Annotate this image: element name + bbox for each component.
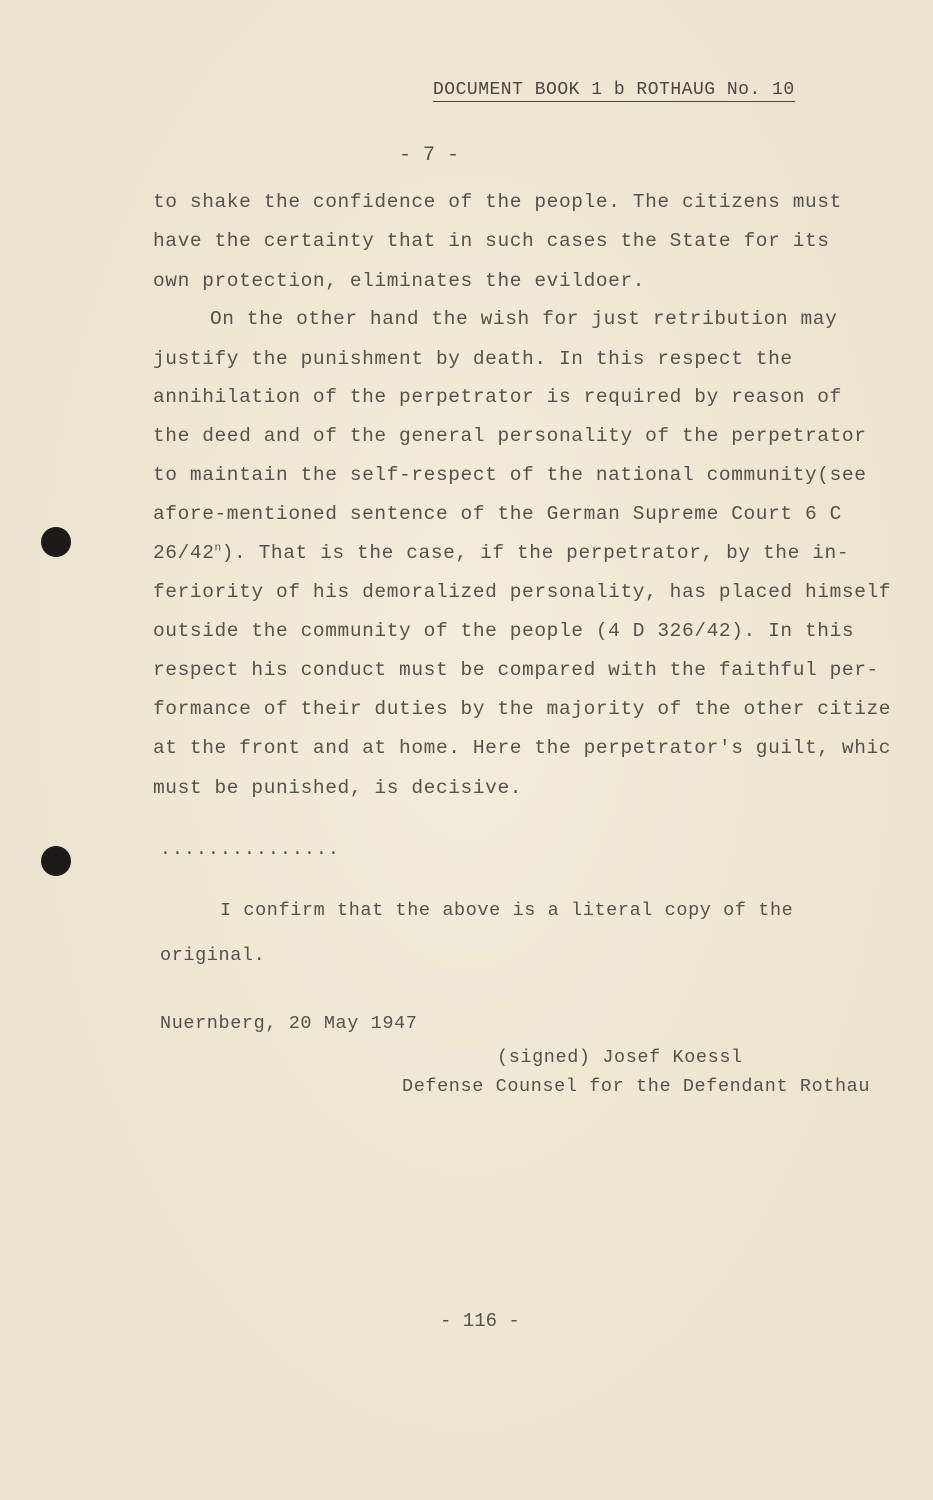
signature: (signed) Josef Koessl bbox=[497, 1047, 743, 1068]
body-line: annihilation of the perpetrator is required by reason of bbox=[153, 386, 842, 408]
body-line: to maintain the self-respect of the national community(see bbox=[153, 464, 867, 486]
body-line: justify the punishment by death. In this respect the bbox=[153, 348, 793, 370]
body-line: feriority of his demoralized personality, has placed himself bbox=[153, 581, 892, 603]
certification-text: original. bbox=[160, 945, 266, 966]
body-line: to shake the confidence of the people. The citizens must bbox=[153, 191, 842, 213]
citation-number: 26/42 bbox=[153, 542, 215, 564]
body-line: the deed and of the general personality of the perpetrator bbox=[153, 425, 867, 447]
place-date: Nuernberg, 20 May 1947 bbox=[160, 1013, 418, 1034]
body-line: outside the community of the people (4 D 326/42). In this bbox=[153, 620, 855, 642]
punch-hole bbox=[41, 846, 71, 876]
punch-hole bbox=[41, 527, 71, 557]
body-line-citation bbox=[153, 542, 849, 564]
body-line: formance of their duties by the majority of the other citize bbox=[153, 698, 892, 720]
citation-superscript: n bbox=[214, 542, 222, 555]
body-line: own protection, eliminates the evildoer. bbox=[153, 270, 646, 292]
separator-dots: ............... bbox=[160, 840, 341, 860]
body-line: must be punished, is decisive. bbox=[153, 777, 523, 799]
body-line: respect his conduct must be compared with the faithful per- bbox=[153, 659, 879, 681]
certification-text: I confirm that the above is a literal copy of the bbox=[220, 900, 794, 921]
signer-title: Defense Counsel for the Defendant Rothau bbox=[402, 1076, 871, 1097]
body-line: at the front and at home. Here the perpetrator's guilt, whic bbox=[153, 737, 892, 759]
document-reference: DOCUMENT BOOK 1 b ROTHAUG No. 10 bbox=[433, 80, 795, 100]
page-number: - 7 - bbox=[399, 144, 460, 167]
body-line: afore-mentioned sentence of the German Supreme Court 6 C bbox=[153, 503, 842, 525]
body-line: On the other hand the wish for just retribution may bbox=[210, 308, 838, 330]
footer-page-number: - 116 - bbox=[440, 1310, 520, 1332]
body-line: have the certainty that in such cases the State for its bbox=[153, 230, 830, 252]
body-line: ). That is the case, if the perpetrator, by the in- bbox=[221, 542, 850, 564]
